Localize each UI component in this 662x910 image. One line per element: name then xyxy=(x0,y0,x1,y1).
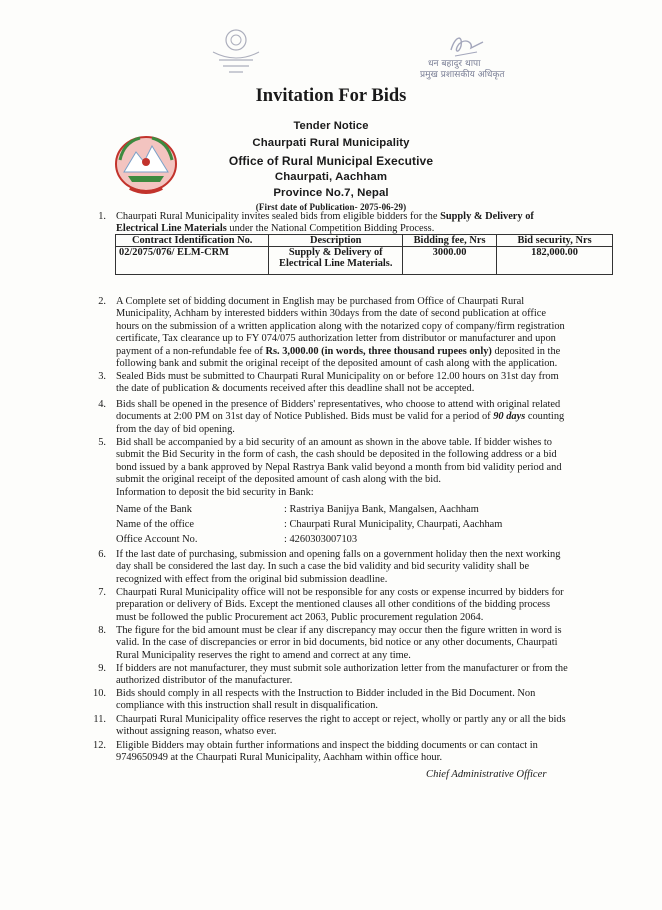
header-tender-notice: Tender Notice xyxy=(293,120,369,132)
item-number: 6. xyxy=(98,549,106,560)
item-number: 11. xyxy=(93,714,106,725)
item-number: 9. xyxy=(98,663,106,674)
header-publication-date: (First date of Publication- 2075-06-29) xyxy=(255,202,407,212)
header-province: Province No.7, Nepal xyxy=(273,187,389,199)
header-municipality: Chaurpati Rural Municipality xyxy=(252,137,410,149)
item-number: 1. xyxy=(98,211,106,222)
municipal-seal-stamp xyxy=(205,22,267,80)
table-cell-contract-id: 02/2075/076/ ELM-CRM xyxy=(116,247,269,275)
item-number: 8. xyxy=(98,625,106,636)
header-office: Office of Rural Municipal Executive xyxy=(228,154,434,168)
item-number: 10. xyxy=(93,688,106,699)
stamp-text-line2: प्रमुख प्रशासकीय अधिकृत xyxy=(420,70,505,80)
table-cell-description: Supply & Delivery of Electrical Line Materials. xyxy=(269,247,403,275)
item-number: 4. xyxy=(98,399,106,410)
signatory-title: Chief Administrative Officer xyxy=(426,769,547,780)
item-number: 2. xyxy=(98,296,106,307)
page-title: Invitation For Bids xyxy=(255,86,407,106)
header-location: Chaurpati, Aachham xyxy=(274,171,388,183)
table-cell-bidding-fee: 3000.00 xyxy=(403,247,497,275)
item-number: 3. xyxy=(98,371,106,382)
table-header: Contract Identification No. xyxy=(116,235,269,247)
bid-table xyxy=(115,234,613,275)
item-number: 12. xyxy=(93,740,106,751)
stamp-text-line1: धन बहादुर थापा xyxy=(428,59,481,69)
item-number: 7. xyxy=(98,587,106,598)
table-header: Description xyxy=(269,235,403,247)
table-cell-bid-security: 182,000.00 xyxy=(497,247,613,275)
table-header: Bid security, Nrs xyxy=(497,235,613,247)
table-header: Bidding fee, Nrs xyxy=(403,235,497,247)
item-number: 5. xyxy=(98,437,106,448)
